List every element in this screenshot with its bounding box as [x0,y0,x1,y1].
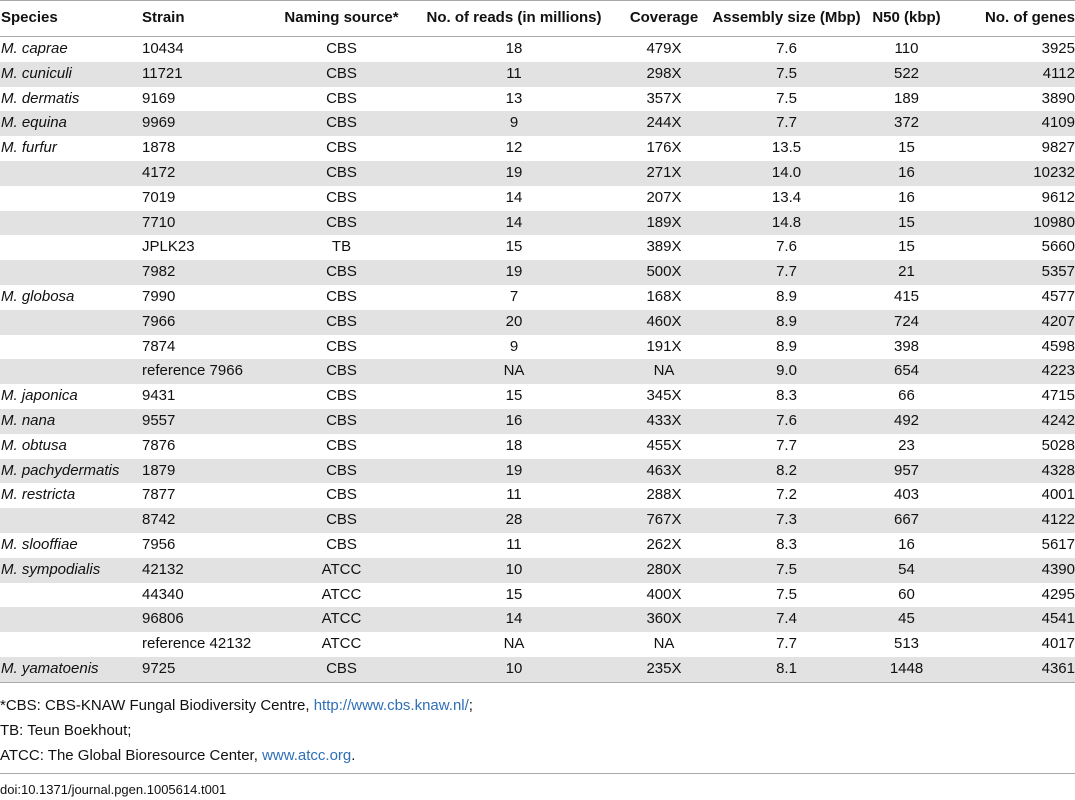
table-row [0,558,1075,583]
assembly-size-cell: 7.6 [776,238,797,256]
coverage-cell: 455X [646,436,682,454]
naming-source-cell: CBS [326,287,357,305]
n50-cell: 16 [898,535,915,553]
reads-cell: 19 [505,163,523,181]
naming-source-cell: CBS [326,312,357,330]
species-cell: M. slooffiae [1,535,78,553]
reads-cell: 12 [505,139,523,157]
footnote-tb: TB: Teun Boekhout; [0,722,132,739]
table-row [0,384,1075,409]
assembly-size-cell: 7.2 [776,486,797,504]
assembly-size-cell: 7.7 [776,436,797,454]
species-cell [0,335,141,360]
n50-cell: 16 [898,188,915,206]
assembly-size-cell: 7.4 [776,610,797,628]
assembly-size-cell: 7.7 [776,114,797,132]
species-cell [0,186,141,211]
table-row [0,533,1075,558]
header-genes: No. of genes [951,1,1075,37]
n50-cell: 415 [893,287,920,305]
assembly-size-cell: 8.3 [776,387,797,405]
assembly-size-cell: 8.9 [776,337,797,355]
reads-cell: 10 [411,657,616,682]
table-row [0,136,1075,161]
n50-cell: 15 [898,139,915,157]
table-row [0,335,1075,360]
strain-cell: reference 42132 [142,635,252,653]
strain-cell: 7019 [142,188,176,206]
reads-cell: 18 [505,40,523,57]
reads-cell: 15 [505,238,523,256]
n50-cell: 667 [893,511,920,529]
genes-cell: 10980 [1033,213,1075,231]
reads-cell: 15 [505,387,523,405]
strain-cell: 96806 [142,610,184,628]
assembly-size-cell: 7.6 [776,411,797,429]
naming-source-cell: ATCC [321,560,362,578]
header-strain: Strain [141,1,271,37]
reads-cell: 9 [509,114,519,132]
genes-cell: 4541 [1041,610,1075,628]
reads-cell: NA [503,362,525,380]
assembly-size-cell: 13.5 [771,139,802,157]
naming-source-cell: ATCC [321,635,362,653]
n50-cell: 189 [893,89,920,107]
genes-cell: 3890 [1041,89,1075,107]
coverage-cell: 189X [646,213,682,231]
n50-cell: 492 [893,411,920,429]
assembly-size-cell: 14.8 [771,213,802,231]
species-cell: M. equina [1,114,67,132]
species-cell [0,235,141,260]
n50-cell: 60 [898,585,915,603]
naming-source-cell: CBS [326,163,357,181]
reads-cell: 13 [505,89,523,107]
genes-cell: 4390 [1041,560,1075,578]
coverage-cell: 176X [646,139,682,157]
coverage-cell: 400X [646,585,682,603]
reads-cell: 11 [506,486,522,504]
species-cell: M. caprae [1,40,68,57]
strain-cell: 9557 [142,411,176,429]
species-cell [0,161,141,186]
header-reads: No. of reads (in millions) [411,1,616,37]
header-naming-source: Naming source* [271,1,411,37]
coverage-cell: 191X [646,337,682,355]
naming-source-cell: CBS [326,188,357,206]
naming-source-cell: CBS [326,436,357,454]
assembly-size-cell: 7.6 [776,40,797,57]
n50-cell: 372 [893,114,920,132]
species-cell: M. japonica [1,387,78,405]
strain-cell: 7710 [142,213,176,231]
naming-source-cell: CBS [326,139,357,157]
reads-cell: 16 [505,411,523,429]
species-cell [0,607,141,632]
n50-cell: 15 [898,213,915,231]
reads-cell: 9 [509,337,519,355]
table-body [0,37,1075,683]
table-row [0,211,1075,236]
strain-cell: 9169 [142,89,176,107]
naming-source-cell: ATCC [321,610,362,628]
species-cell: M. furfur [1,139,57,157]
n50-cell: 522 [893,64,920,82]
table-row [0,434,1075,459]
genes-cell: 4112 [1042,64,1075,82]
table-footnotes [0,693,473,768]
naming-source-cell: CBS [326,337,357,355]
assembly-size-cell: 7.7 [776,263,797,281]
genes-cell: 5660 [1041,238,1075,256]
n50-cell: 110 [894,40,919,57]
reads-cell: 11 [506,535,522,553]
coverage-cell: 288X [646,486,682,504]
assembly-size-cell: 8.2 [776,461,797,479]
genes-cell: 4715 [1041,387,1075,405]
species-cell [0,583,141,608]
strain-cell: JPLK23 [142,238,195,256]
genes-cell: 4295 [1041,585,1075,603]
reads-cell: 18 [505,436,523,454]
strain-cell: 7877 [142,486,176,504]
table-row [0,310,1075,335]
naming-source-cell: CBS [326,411,357,429]
table-row [0,62,1075,87]
strain-cell: 4172 [142,163,176,181]
naming-source-cell: CBS [326,64,357,82]
reads-cell: 28 [505,511,523,529]
n50-cell: 54 [898,560,915,578]
genes-cell: 4109 [1041,114,1075,132]
coverage-cell: 280X [646,560,682,578]
table-row [0,260,1075,285]
coverage-cell: 298X [646,64,682,82]
n50-cell: 45 [898,610,915,628]
genes-cell: 4577 [1041,287,1075,305]
assembly-size-cell: 7.5 [776,585,797,603]
coverage-cell: 433X [646,411,682,429]
genes-cell: 4361 [951,657,1075,682]
n50-cell: 957 [893,461,920,479]
n50-cell: 1448 [861,657,951,682]
strain-cell: 11721 [142,64,183,82]
assembly-size-cell: 14.0 [771,163,802,181]
table-row [0,583,1075,608]
coverage-cell: 207X [646,188,682,206]
n50-cell: 23 [898,436,915,454]
reads-cell: 14 [505,188,523,206]
strain-cell: 9725 [141,657,271,682]
strain-cell: 8742 [142,511,176,529]
species-cell [0,211,141,236]
coverage-cell: 168X [646,287,682,305]
coverage-cell: 271X [646,163,682,181]
reads-cell: 10 [505,560,523,578]
strain-cell: 44340 [142,585,184,603]
naming-source-cell: TB [331,238,352,256]
assembly-size-cell: 7.7 [776,635,797,653]
reads-cell: 7 [509,287,519,305]
header-n50: N50 (kbp) [861,1,951,37]
doi-label: doi:10.1371/journal.pgen.1005614.t001 [0,773,1075,797]
reads-cell: 19 [505,263,523,281]
footnote-atcc: ATCC: The Global Bioresource Center, www.atcc.org. [0,747,356,764]
assembly-size-cell: 13.4 [771,188,802,206]
cbs-link[interactable]: http://www.cbs.knaw.nl/ [313,697,469,714]
naming-source-cell: CBS [326,511,357,529]
n50-cell: 15 [898,238,915,256]
n50-cell: 513 [893,635,920,653]
reads-cell: 19 [505,461,523,479]
coverage-cell: 244X [646,114,682,132]
table-row [0,632,1075,657]
genes-cell: 4001 [1041,486,1075,504]
naming-source-cell: CBS [326,213,357,231]
reads-cell: 14 [505,213,523,231]
n50-cell: 403 [893,486,920,504]
species-cell: M. dermatis [1,89,80,107]
table-row [0,186,1075,211]
genes-cell: 4207 [1041,312,1075,330]
assembly-size-cell: 7.5 [776,560,797,578]
assembly-size-cell: 9.0 [776,362,797,380]
naming-source-cell: CBS [271,657,411,682]
table-header-row [0,1,1075,37]
table-row [0,37,1075,62]
table-row [0,483,1075,508]
table-row [0,409,1075,434]
genes-cell: 9612 [1041,188,1075,206]
reads-cell: 14 [505,610,523,628]
genes-cell: 4122 [1041,511,1075,529]
coverage-cell: 460X [646,312,682,330]
strain-cell: 7876 [142,436,176,454]
species-cell: M. nana [1,411,56,429]
header-assembly-size: Assembly size (Mbp) [711,1,861,37]
naming-source-cell: CBS [326,461,357,479]
n50-cell: 724 [893,312,920,330]
genes-cell: 5028 [1041,436,1075,454]
coverage-cell: 357X [646,89,682,107]
genes-cell: 5617 [1041,535,1075,553]
table-row [0,87,1075,112]
table-row [0,111,1075,136]
reads-cell: NA [503,635,525,653]
atcc-link[interactable]: www.atcc.org [262,747,352,764]
genes-cell: 4328 [1041,461,1075,479]
species-cell: M. globosa [1,287,75,305]
assembly-size-cell: 8.9 [776,312,797,330]
strain-cell: 7966 [142,312,176,330]
n50-cell: 21 [898,263,915,281]
naming-source-cell: CBS [326,40,357,57]
genes-cell: 4017 [1041,635,1075,653]
naming-source-cell: CBS [326,89,357,107]
table-row [0,285,1075,310]
strain-cell: reference 7966 [142,362,243,380]
genes-cell: 4598 [1041,337,1075,355]
n50-cell: 16 [898,163,915,181]
n50-cell: 66 [898,387,915,405]
species-cell [0,310,141,335]
strain-cell: 9969 [142,114,176,132]
table-row [0,508,1075,533]
assembly-size-cell: 7.5 [776,89,797,107]
species-cell [0,508,141,533]
genes-cell: 3925 [1041,40,1075,57]
coverage-cell: 262X [646,535,682,553]
strain-cell: 7956 [142,535,176,553]
strain-cell: 7990 [142,287,176,305]
coverage-cell: 479X [646,40,682,57]
species-cell [0,260,141,285]
species-cell [0,359,141,384]
table-row [0,235,1075,260]
species-cell: M. yamatoenis [0,657,141,682]
strain-cell: 10434 [142,40,184,57]
table-row [0,161,1075,186]
species-cell [0,632,141,657]
table-row [0,607,1075,632]
genes-cell: 10232 [1033,163,1075,181]
species-cell: M. pachydermatis [1,461,120,479]
assembly-size-cell: 7.3 [776,511,797,529]
n50-cell: 654 [893,362,920,380]
naming-source-cell: CBS [326,486,357,504]
n50-cell: 398 [893,337,920,355]
header-coverage: Coverage [616,1,711,37]
species-cell: M. obtusa [1,436,67,454]
coverage-cell: 767X [646,511,682,529]
strain-cell: 1878 [142,139,176,157]
assembly-size-cell: 7.5 [776,64,797,82]
coverage-cell: 360X [646,610,682,628]
coverage-cell: 500X [646,263,682,281]
naming-source-cell: CBS [326,114,357,132]
strain-cell: 42132 [142,560,184,578]
strain-cell: 7874 [142,337,176,355]
strain-cell: 9431 [142,387,176,405]
strain-cell: 1879 [142,461,176,479]
coverage-cell: NA [653,362,675,380]
table-row [0,459,1075,484]
genes-cell: 4223 [1041,362,1075,380]
naming-source-cell: CBS [326,263,357,281]
reads-cell: 20 [505,312,523,330]
naming-source-cell: CBS [326,387,357,405]
naming-source-cell: CBS [326,535,357,553]
coverage-cell: NA [653,635,675,653]
footnote-cbs: *CBS: CBS-KNAW Fungal Biodiversity Centre, http://www.cbs.knaw.nl/; [0,697,473,714]
assembly-size-cell: 8.9 [776,287,797,305]
species-cell: M. sympodialis [1,560,101,578]
assembly-size-cell: 8.1 [711,657,861,682]
naming-source-cell: ATCC [321,585,362,603]
reads-cell: 11 [506,64,522,82]
reads-cell: 15 [505,585,523,603]
assembly-size-cell: 8.3 [776,535,797,553]
species-cell: M. restricta [1,486,76,504]
coverage-cell: 345X [646,387,682,405]
strain-cell: 7982 [142,263,176,281]
coverage-cell: 235X [616,657,711,682]
table-row [0,657,1075,682]
header-species: Species [0,1,141,37]
genes-cell: 9827 [1041,139,1075,157]
coverage-cell: 389X [646,238,682,256]
naming-source-cell: CBS [326,362,357,380]
species-cell: M. cuniculi [1,64,72,82]
table-row [0,359,1075,384]
genes-cell: 4242 [1041,411,1075,429]
coverage-cell: 463X [646,461,682,479]
genes-cell: 5357 [1041,263,1075,281]
